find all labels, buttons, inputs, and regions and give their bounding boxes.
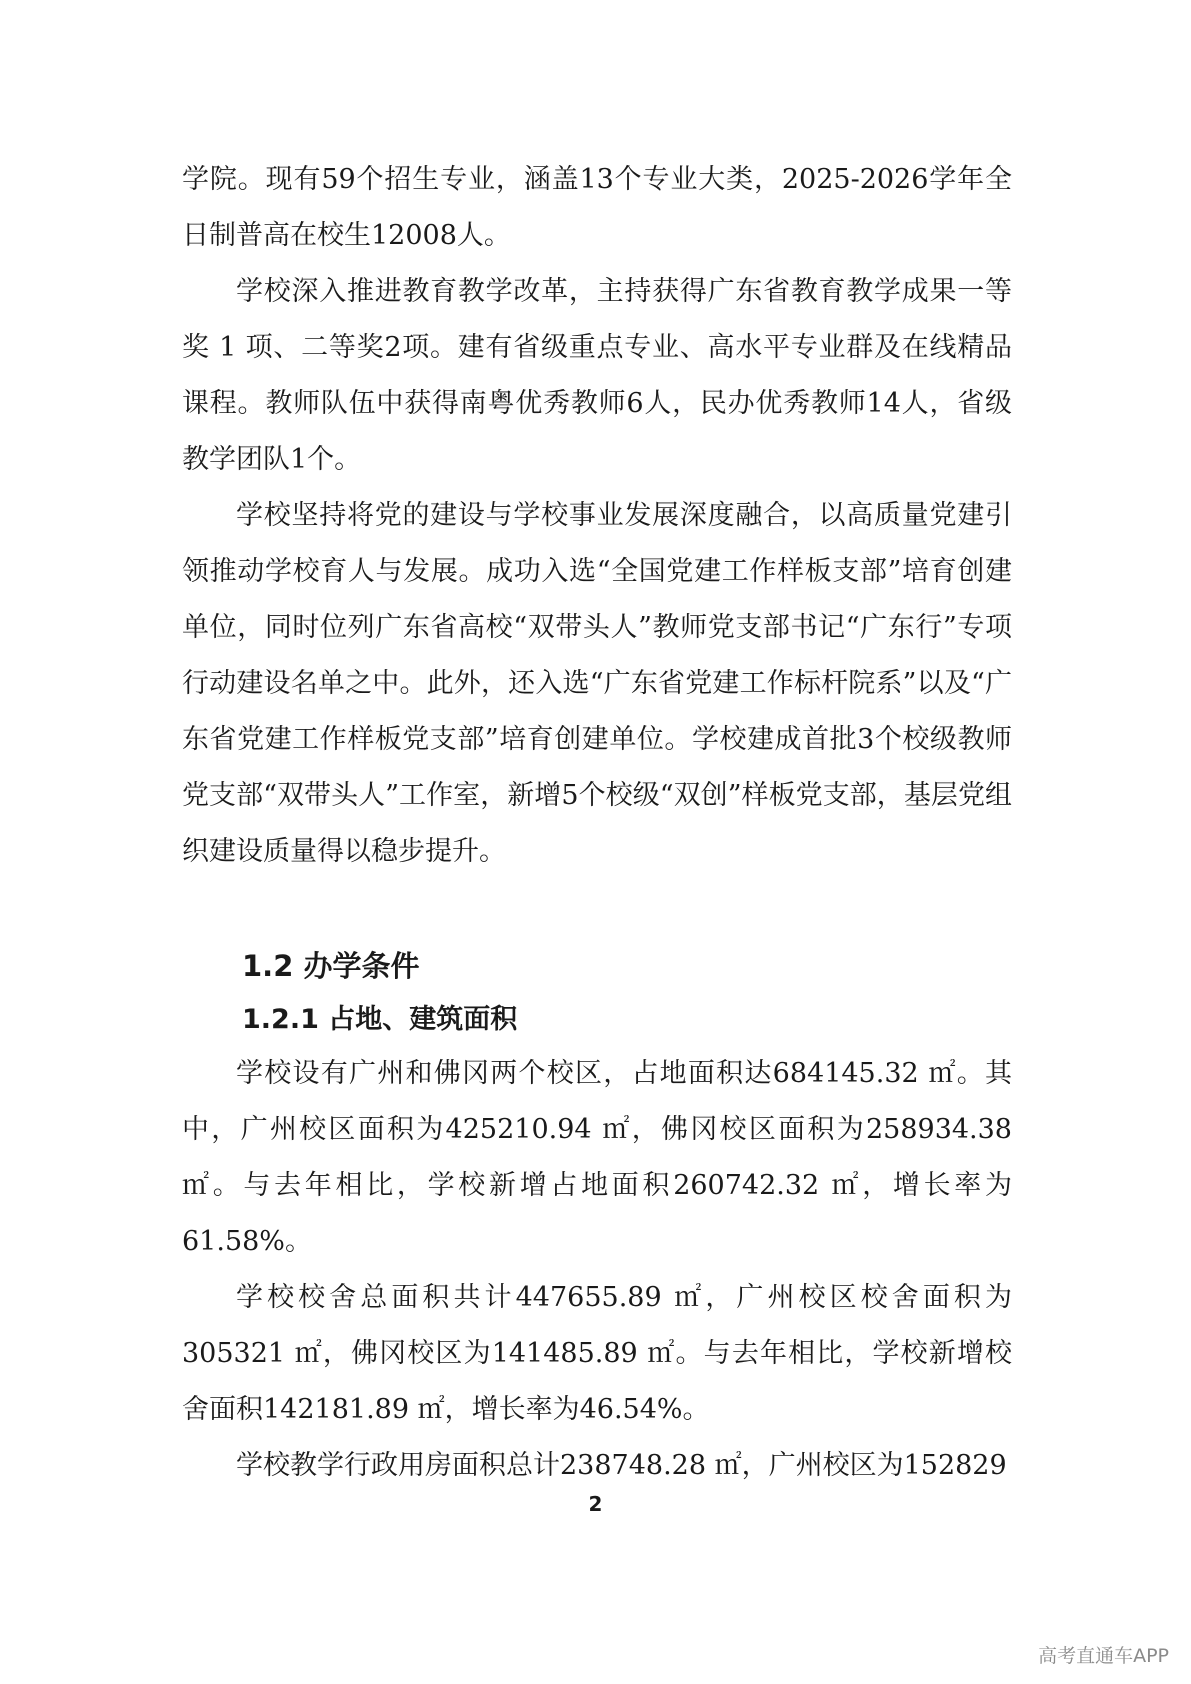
subsection-heading: 1.2.1 占地、建筑面积 <box>242 1004 518 1035</box>
paragraph-party-building: 学校坚持将党的建设与学校事业发展深度融合，以高质量党建引领推动学校育人与发展。成功入选“全国党建工作样板支部”培育创建单位，同时位列广东省高校“双带头人”教师党支部书记“广东行”专项行动建设名单之中。此外，还入选“广东省党建工作标杆院系”以及“广东省党建工作样板党支部”培育创建单位。学校建成首批3个校级教师党支部“双带头人”工作室，新增5个校级“双创”样板党支部，基层党组织建设质量得以稳步提升。 <box>182 500 1012 867</box>
document-body <box>182 152 1012 1494</box>
page-number: 2 <box>588 1492 603 1516</box>
paragraph-land-area: 学校设有广州和佛冈两个校区，占地面积达684145.32 ㎡。其中，广州校区面积为425210.94 ㎡，佛冈校区面积为258934.38 ㎡。与去年相比，学校新增占地面积260742.32 ㎡，增长率为61.58%。 <box>182 1058 1012 1257</box>
paragraph-building-area: 学校校舍总面积共计447655.89 ㎡，广州校区校舍面积为305321 ㎡，佛冈校区为141485.89 ㎡。与去年相比，学校新增校舍面积142181.89 ㎡，增长率为46.54%。 <box>182 1282 1012 1425</box>
watermark-logo-text: 高考直通车APP <box>1038 1645 1169 1667</box>
paragraph-teaching-reform: 学校深入推进教育教学改革，主持获得广东省教育教学成果一等奖 1 项、二等奖2项。建有省级重点专业、高水平专业群及在线精品课程。教师队伍中获得南粤优秀教师6人，民办优秀教师14人，省级教学团队1个。 <box>182 276 1012 475</box>
paragraph-admin-area: 学校教学行政用房面积总计238748.28 ㎡，广州校区为152829 <box>236 1450 1007 1481</box>
section-heading: 1.2 办学条件 <box>242 949 420 983</box>
paragraph-enrollment: 学院。现有59个招生专业，涵盖13个专业大类，2025-2026学年全日制普高在校生12008人。 <box>182 164 1012 251</box>
